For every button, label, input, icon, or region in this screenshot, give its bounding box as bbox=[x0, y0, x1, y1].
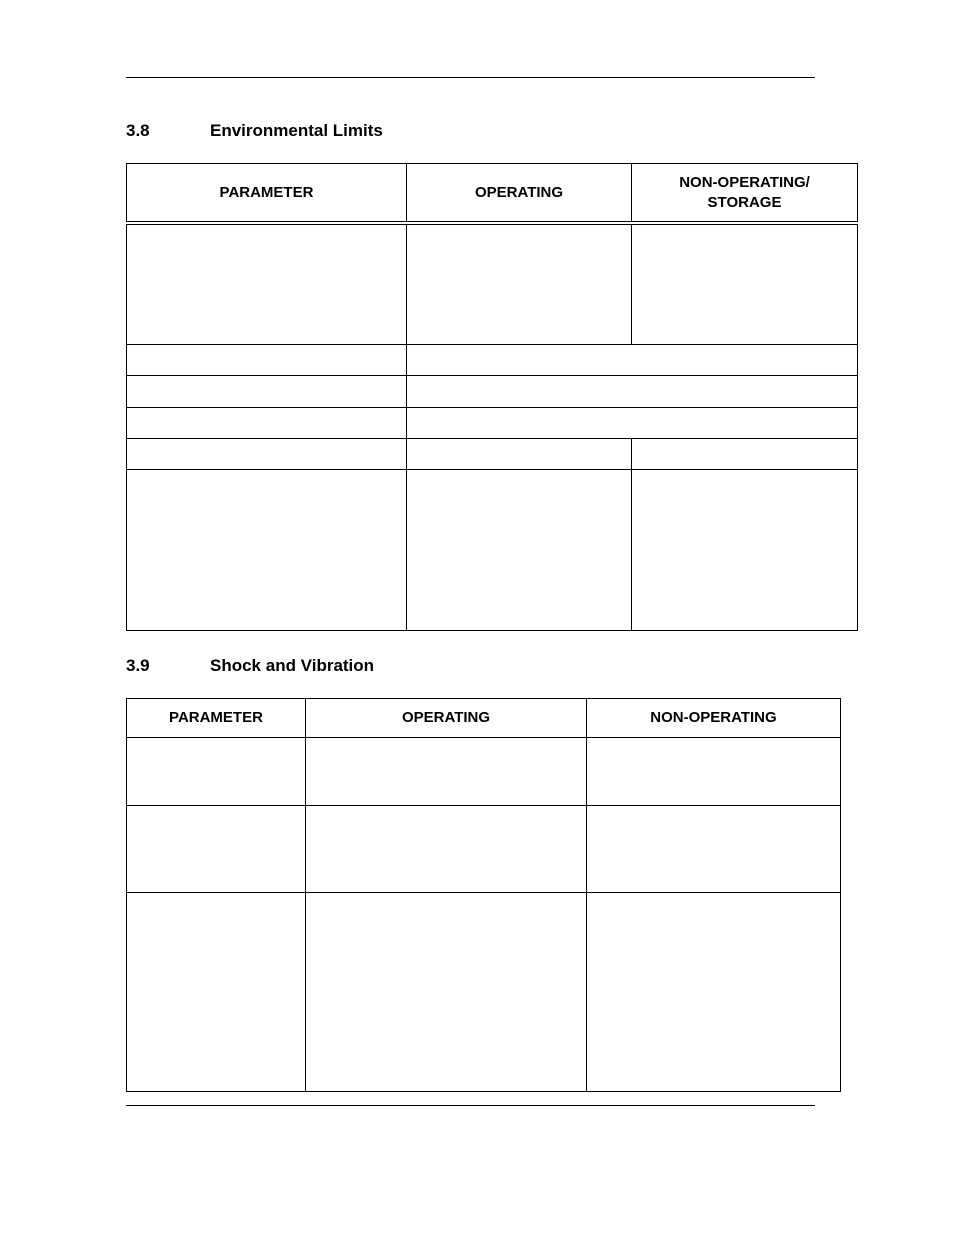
bottom-rule bbox=[126, 1105, 815, 1106]
table-cell bbox=[127, 893, 306, 1092]
table-row bbox=[127, 438, 858, 469]
table-cell bbox=[127, 375, 407, 407]
table-cell bbox=[407, 375, 858, 407]
table-row bbox=[127, 344, 858, 375]
section-number: 3.8 bbox=[126, 121, 150, 140]
table-cell bbox=[587, 806, 841, 893]
table-row bbox=[127, 375, 858, 407]
table-cell bbox=[407, 469, 632, 630]
section-number: 3.9 bbox=[126, 656, 150, 675]
section-heading-environmental bbox=[126, 121, 383, 141]
section-title: Shock and Vibration bbox=[210, 656, 375, 675]
table-cell bbox=[632, 438, 858, 469]
table-cell bbox=[587, 738, 841, 806]
table-row bbox=[127, 806, 841, 893]
table-row bbox=[127, 738, 841, 806]
environmental-limits-table bbox=[126, 163, 858, 631]
table-cell bbox=[407, 344, 858, 375]
top-rule bbox=[126, 77, 815, 78]
table-row bbox=[127, 893, 841, 1092]
table-row bbox=[127, 469, 858, 630]
header-operating: OPERATING bbox=[306, 699, 587, 738]
header-non-operating-storage bbox=[632, 164, 858, 224]
header-line: NON-OPERATING/ bbox=[679, 173, 810, 191]
table-cell bbox=[127, 438, 407, 469]
table-cell bbox=[127, 806, 306, 893]
table-row bbox=[127, 223, 858, 344]
table-cell bbox=[407, 438, 632, 469]
section-heading-shock bbox=[126, 656, 374, 676]
header-non-operating: NON-OPERATING bbox=[587, 699, 841, 738]
header-line: STORAGE bbox=[707, 193, 782, 211]
table-cell bbox=[306, 893, 587, 1092]
table-cell bbox=[587, 893, 841, 1092]
section-title: Environmental Limits bbox=[210, 121, 383, 140]
table-cell bbox=[306, 806, 587, 893]
table-cell bbox=[127, 738, 306, 806]
table-cell bbox=[127, 407, 407, 438]
table-cell bbox=[407, 223, 632, 344]
table-cell bbox=[127, 223, 407, 344]
shock-vibration-table bbox=[126, 698, 841, 1092]
table-row bbox=[127, 407, 858, 438]
table-cell bbox=[632, 223, 858, 344]
table-cell bbox=[127, 344, 407, 375]
header-parameter: PARAMETER bbox=[127, 699, 306, 738]
table-header-row bbox=[127, 164, 858, 224]
table-cell bbox=[407, 407, 858, 438]
header-operating: OPERATING bbox=[407, 164, 632, 224]
table-cell bbox=[127, 469, 407, 630]
table-cell bbox=[632, 469, 858, 630]
table-cell bbox=[306, 738, 587, 806]
header-parameter: PARAMETER bbox=[127, 164, 407, 224]
table-header-row bbox=[127, 699, 841, 738]
